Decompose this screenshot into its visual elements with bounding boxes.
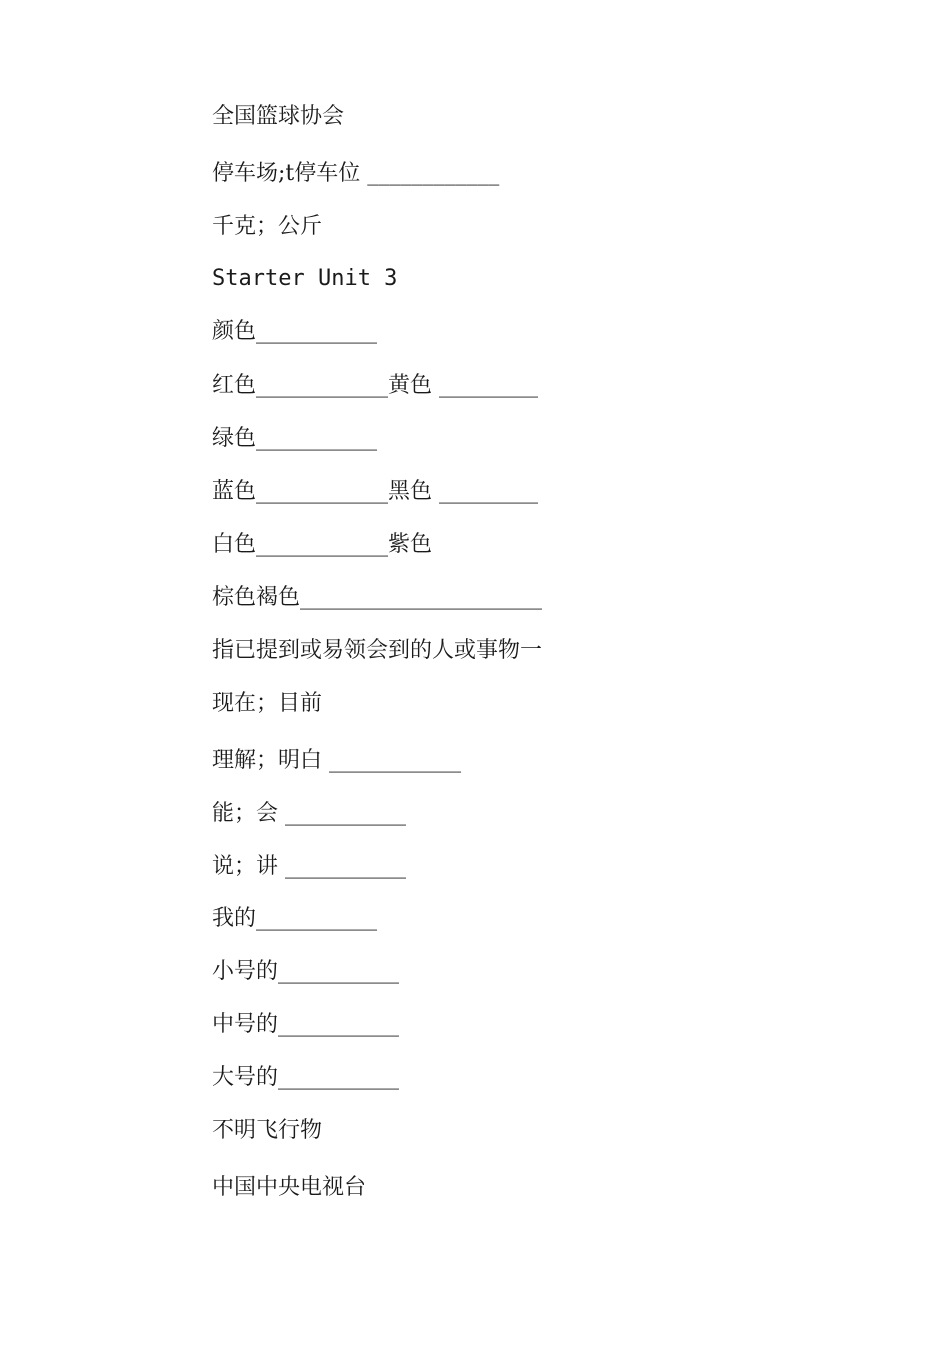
line-medium: 中号的___________ — [212, 1012, 400, 1037]
line-unit-heading: Starter Unit 3 — [212, 266, 398, 291]
line-white-purple: 白色____________紫色 — [212, 532, 433, 557]
line-large: 大号的___________ — [212, 1065, 400, 1090]
line-can: 能；会 ___________ — [212, 801, 406, 826]
line-cctv: 中国中央电视台 — [212, 1175, 367, 1200]
line-brown: 棕色褐色______________________ — [212, 585, 543, 610]
line-nba: 全国篮球协会 — [212, 104, 345, 129]
line-blue-black: 蓝色____________黑色 _________ — [212, 479, 538, 504]
line-color: 颜色___________ — [212, 319, 378, 344]
line-red-yellow: 红色____________黄色 _________ — [212, 373, 538, 398]
line-small: 小号的___________ — [212, 959, 400, 984]
line-say: 说；讲 ___________ — [212, 854, 406, 879]
line-ufo: 不明飞行物 — [212, 1118, 323, 1143]
line-now: 现在；目前 — [212, 691, 323, 716]
line-my: 我的___________ — [212, 906, 378, 931]
line-understand: 理解；明白 ____________ — [212, 748, 461, 773]
line-parking: 停车场;t停车位 ____________ — [212, 161, 500, 186]
line-kilogram: 千克；公斤 — [212, 214, 323, 239]
line-green: 绿色___________ — [212, 426, 378, 451]
line-the: 指已提到或易领会到的人或事物一 — [212, 638, 543, 663]
